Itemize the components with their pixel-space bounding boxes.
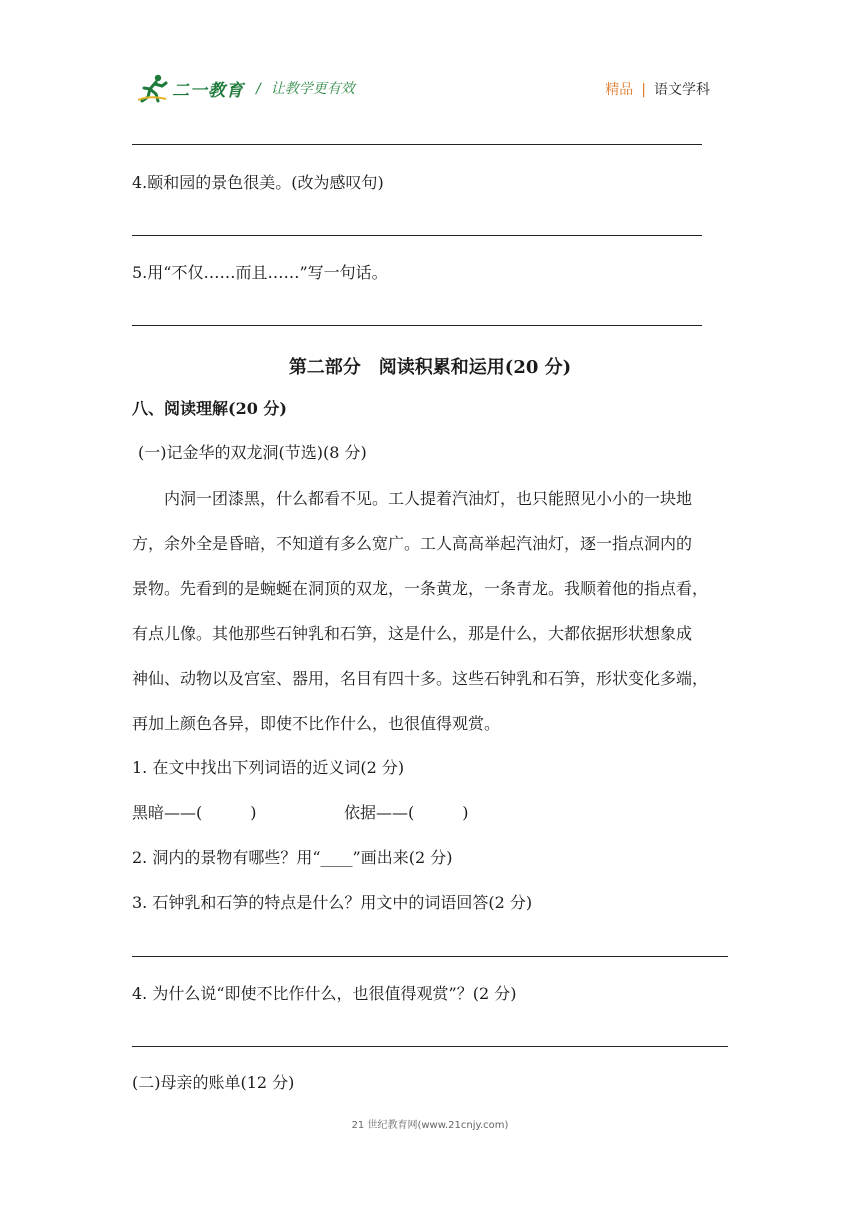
- page-header: [132, 70, 722, 110]
- passage-body: [132, 476, 732, 746]
- slogan-text: 让教学更有效: [270, 81, 355, 97]
- section-heading: 八、阅读理解(20 分): [132, 399, 287, 418]
- runner-logo-icon: [136, 73, 170, 103]
- synonym-blank-2[interactable]: 依据——( ): [344, 803, 469, 822]
- subject-tag: [605, 79, 710, 99]
- answer-line[interactable]: [132, 235, 702, 236]
- reading-question-1: 1. 在文中找出下列词语的近义词(2 分): [132, 758, 405, 777]
- passage-title: (一)记金华的双龙洞(节选)(8 分): [138, 443, 367, 462]
- answer-line[interactable]: [132, 956, 728, 957]
- subject-label: 语文学科: [654, 82, 710, 98]
- slogan-separator: /: [256, 81, 261, 97]
- question-4-top: 4.颐和园的景色很美。(改为感叹句): [132, 173, 384, 192]
- reading-question-2: 2. 洞内的景物有哪些？用“____”画出来(2 分): [132, 848, 453, 867]
- passage-line: 景物。先看到的是蜿蜒在洞顶的双龙，一条黄龙，一条青龙。我顺着他的指点看，: [132, 579, 709, 598]
- logo: [136, 70, 244, 106]
- passage-line: 方，余外全是昏暗，不知道有多么宽广。工人高高举起汽油灯，逐一指点洞内的: [132, 534, 693, 553]
- footer: 21 世纪教育网(www.21cnjy.com): [351, 1120, 509, 1131]
- answer-line[interactable]: [132, 325, 702, 326]
- tag-separator: |: [641, 82, 646, 98]
- passage-line: 神仙、动物以及宫室、器用，名目有四十多。这些石钟乳和石笋，形状变化多端，: [132, 669, 709, 688]
- reading-question-3: 3. 石钟乳和石笋的特点是什么？用文中的词语回答(2 分): [132, 893, 533, 912]
- question-5-top: 5.用“不仅……而且……”写一句话。: [132, 263, 388, 282]
- reading-question-4: 4. 为什么说“即使不比作什么，也很值得观赏”？(2 分): [132, 984, 517, 1003]
- passage-line: 再加上颜色各异，即使不比作什么，也很值得观赏。: [132, 714, 501, 733]
- answer-line[interactable]: [132, 1046, 728, 1047]
- passage-line: 有点儿像。其他那些石钟乳和石笋，这是什么，那是什么，大都依据形状想象成: [132, 624, 693, 643]
- answer-line[interactable]: [132, 144, 702, 145]
- passage-line: 内洞一团漆黑，什么都看不见。工人提着汽油灯，也只能照见小小的一块地: [164, 489, 693, 508]
- quality-label: 精品: [605, 82, 634, 98]
- part-title: 第二部分 阅读积累和运用(20 分): [288, 357, 572, 378]
- logo-text: 二一教育: [172, 80, 244, 101]
- slogan: [256, 78, 355, 98]
- synonym-blank-1[interactable]: 黑暗——( ): [132, 803, 257, 822]
- passage-2-title: (二)母亲的账单(12 分): [132, 1073, 295, 1092]
